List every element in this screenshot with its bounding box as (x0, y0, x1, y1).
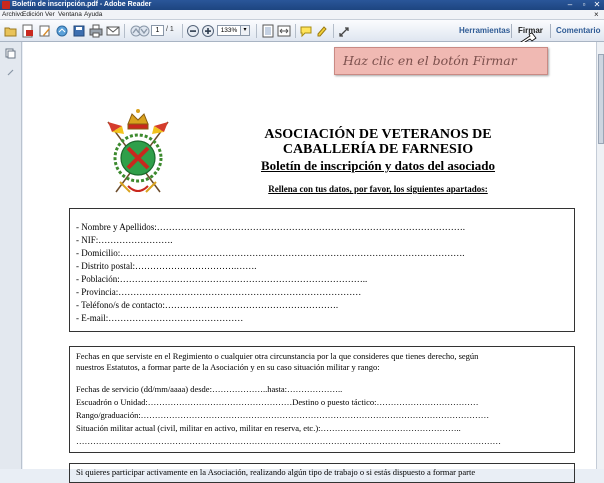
field-nif: - NIF:……………………. (76, 235, 173, 245)
organization-title-line2: CABALLERÍA DE FARNESIO (282, 142, 474, 157)
zoom-out-icon[interactable] (186, 24, 200, 38)
field-continuation: …………………………………………………………………………………………………………………………………… (76, 436, 501, 446)
sign-button[interactable]: Firmar (518, 26, 543, 35)
create-pdf-icon[interactable] (21, 24, 35, 38)
toolbar-separator (182, 24, 183, 38)
field-poblacion: - Población:……………………………………………………………………….. (76, 274, 368, 284)
next-page-icon[interactable] (137, 24, 151, 38)
field-telefono: - Teléfono/s de contacto:…………………………………………………. (76, 300, 339, 310)
field-nombre: - Nombre y Apellidos:…………………………………………………………………………………………. (76, 222, 465, 232)
toolbar (0, 20, 604, 42)
field-rango: Rango/graduación:…………………………………………………………………………………………………………… (76, 410, 490, 420)
window-title: Boletín de inscripción.pdf - Adobe Reader (12, 1, 152, 8)
vertical-scrollbar[interactable] (596, 42, 604, 469)
page-number-input[interactable]: 1 (151, 25, 164, 36)
fit-width-icon[interactable] (277, 24, 291, 38)
field-email: - E-mail:……………………………………… (76, 313, 244, 323)
menu-ventana[interactable]: Ventana (58, 11, 82, 18)
close-document-button[interactable]: × (594, 10, 599, 19)
toolbar-separator (550, 24, 551, 38)
navigation-pane (0, 42, 22, 469)
form-subtitle: Boletín de inscripción y datos del asociado (260, 158, 496, 173)
zoom-in-icon[interactable] (201, 24, 215, 38)
field-fechas-servicio: Fechas de servicio (dd/mm/aaaa) desde:………………..hasta:……………….. (76, 384, 343, 394)
toolbar-separator (295, 24, 296, 38)
share-icon[interactable] (55, 24, 69, 38)
toolbar-separator (333, 24, 334, 38)
form-instruction: Rellena con tus datos, por favor, los siguientes apartados: (268, 184, 488, 194)
menu-ver[interactable]: Ver (45, 11, 55, 18)
save-icon[interactable] (72, 24, 86, 38)
pages-panel-icon[interactable] (5, 46, 16, 57)
zoom-dropdown-button[interactable]: ▾ (241, 25, 250, 36)
field-domicilio: - Domicilio:……………………………………………………………………………………………………. (76, 248, 465, 258)
personal-data-box (69, 208, 575, 332)
highlight-icon[interactable] (315, 24, 329, 38)
tools-button[interactable]: Herramientas (459, 26, 511, 35)
field-provincia: - Provincia:……………………………………………………………………… (76, 287, 362, 297)
minimize-button[interactable]: – (567, 0, 573, 9)
organization-title (233, 127, 523, 157)
service-intro-line1: Fechas en que serviste en el Regimiento o cualquier otra circunstancia por la que consideres que tienes derecho, según (76, 351, 479, 361)
service-intro-line2: nuestros Estatutos, a formar parte de la Asociación y en su caso situación militar y rango: (76, 362, 380, 372)
field-situacion-militar: Situación militar actual (civil, militar en activo, militar en reserva, etc.):………………………………………….. (76, 423, 461, 433)
participation-intro: Si quieres participar activamente en la Asociación, realizando algún tipo de trabajo o si estás dispuesto a formar parte (76, 467, 476, 477)
edit-icon[interactable] (38, 24, 52, 38)
maximize-button[interactable]: ▫ (582, 0, 586, 9)
document-view (23, 42, 596, 477)
menu-archivo[interactable]: Archivo (2, 11, 24, 18)
field-escuadron: Escuadrón o Unidad:……………………………………………Destino o puesto táctico:……………………………… (76, 397, 479, 407)
comment-icon[interactable] (299, 24, 313, 38)
toolbar-separator (256, 24, 257, 38)
adobe-reader-icon (2, 1, 10, 9)
toolbar-separator (124, 24, 125, 38)
menu-ayuda[interactable]: Ayuda (84, 11, 103, 18)
expand-icon[interactable] (338, 24, 352, 38)
participation-box (69, 463, 575, 483)
attachments-panel-icon[interactable] (5, 64, 16, 75)
menu-bar (0, 10, 604, 20)
scrollbar-thumb[interactable] (598, 54, 604, 144)
service-data-box (69, 346, 575, 453)
email-icon[interactable] (106, 24, 120, 38)
fit-page-icon[interactable] (261, 24, 275, 38)
instruction-callout: Haz clic en el botón Firmar (334, 47, 548, 75)
zoom-level-input[interactable]: 133% (217, 25, 241, 36)
cavalry-emblem-icon (98, 102, 178, 202)
comment-button[interactable]: Comentario (556, 26, 601, 35)
close-window-button[interactable]: ✕ (593, 0, 601, 9)
print-icon[interactable] (89, 24, 103, 38)
toolbar-separator (511, 24, 512, 38)
menu-edicion[interactable]: Edición (22, 11, 44, 18)
open-icon[interactable] (4, 24, 18, 38)
field-distrito-postal: - Distrito postal:…………………………….……. (76, 261, 257, 271)
page-total: / 1 (166, 26, 174, 33)
title-bar (0, 0, 604, 10)
organization-title-line1: ASOCIACIÓN DE VETERANOS DE (264, 127, 492, 142)
